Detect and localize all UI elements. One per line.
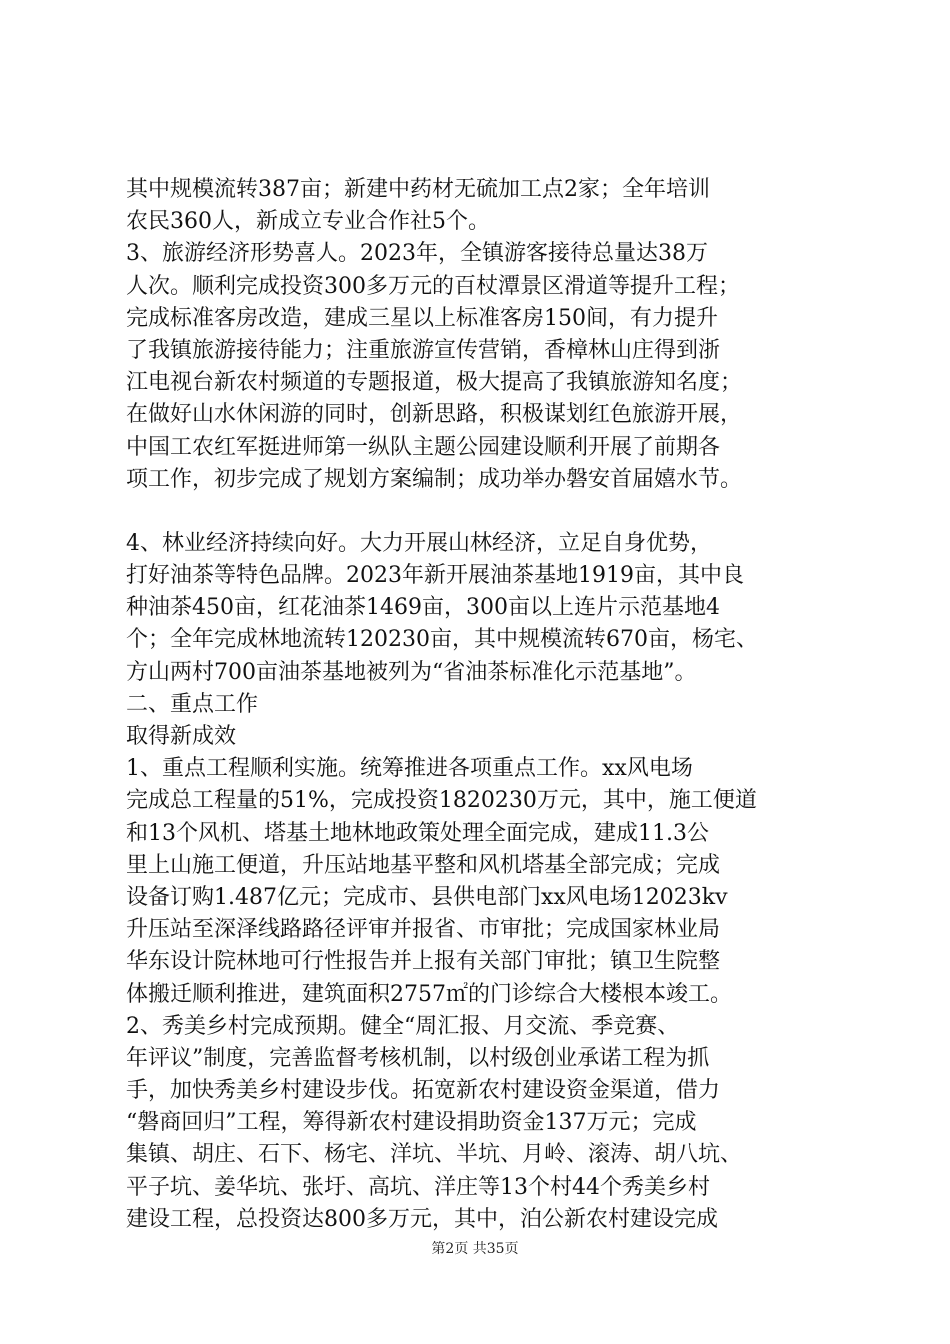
- page-footer: [0, 1240, 950, 1258]
- text-line: 种油茶450亩，红花油茶1469亩，300亩以上连片示范基地4: [126, 595, 720, 621]
- paragraph-gap: [126, 496, 846, 528]
- text-line: 集镇、胡庄、石下、杨宅、洋坑、半坑、月岭、滚涛、胡八坑、: [126, 1142, 743, 1168]
- text-line: 华东设计院林地可行性报告并上报有关部门审批；镇卫生院整: [126, 949, 721, 975]
- text-line: 方山两村700亩油茶基地被列为“省油茶标准化示范基地”。: [126, 659, 697, 685]
- text-line: 农民360人，新成立专业合作社5个。: [126, 209, 490, 235]
- text-line: 设备订购1.487亿元；完成市、县供电部门xx风电场12023kv: [126, 884, 728, 910]
- text-line: 中国工农红军挺进师第一纵队主题公园建设顺利开展了前期各: [126, 434, 721, 460]
- text-line: 平子坑、姜华坑、张圩、高坑、洋庄等13个村44个秀美乡村: [126, 1174, 710, 1200]
- text-line: 和13个风机、塔基土地林地政策处理全面完成，建成11.3公: [126, 820, 709, 846]
- text-line: 2、秀美乡村完成预期。健全“周汇报、月交流、季竞赛、: [126, 1013, 680, 1039]
- text-line: 3、旅游经济形势喜人。2023年，全镇游客接待总量达38万: [126, 241, 708, 267]
- text-line: 建设工程，总投资达800多万元，其中，泊公新农村建设完成: [126, 1206, 718, 1232]
- section-subheading: 取得新成效: [126, 724, 237, 749]
- text-line: 手，加快秀美乡村建设步伐。拓宽新农村建设资金渠道，借力: [126, 1078, 721, 1104]
- text-line: 在做好山水休闲游的同时，创新思路，积极谋划红色旅游开展，: [126, 402, 743, 428]
- text-line: “磐商回归”工程，筹得新农村建设捐助资金137万元；完成: [126, 1110, 697, 1136]
- text-line: 其中规模流转387亩；新建中药材无硫加工点2家；全年培训: [126, 177, 710, 202]
- text-line: 完成标准客房改造，建成三星以上标准客房150间，有力提升: [126, 305, 718, 331]
- section-heading: 二、重点工作: [126, 691, 259, 717]
- text-line: 体搬迁顺利推进，建筑面积2757㎡的门诊综合大楼根本竣工。: [126, 981, 732, 1007]
- text-line: 4、林业经济持续向好。大力开展山林经济，立足自身优势，: [126, 530, 712, 556]
- document-body: [126, 174, 846, 1236]
- text-line: 江电视台新农村频道的专题报道，极大提高了我镇旅游知名度；: [126, 370, 743, 396]
- page-number: 第2页 共35页: [431, 1241, 519, 1257]
- text-line: 完成总工程量的51%，完成投资1820230万元，其中，施工便道: [126, 788, 757, 814]
- text-line: 人次。顺利完成投资300多万元的百杖潭景区滑道等提升工程；: [126, 273, 740, 299]
- text-line: 1、重点工程顺利实施。统筹推进各项重点工作。xx风电场: [126, 756, 693, 782]
- text-line: 打好油茶等特色品牌。2023年新开展油茶基地1919亩，其中良: [126, 563, 744, 589]
- text-line: 项工作，初步完成了规划方案编制；成功举办磐安首届嬉水节。: [126, 466, 743, 492]
- text-line: 年评议”制度，完善监督考核机制，以村级创业承诺工程为抓: [126, 1045, 710, 1071]
- paragraph-group-2: [126, 528, 846, 1236]
- text-line: 了我镇旅游接待能力；注重旅游宣传营销，香樟林山庄得到浙: [126, 337, 721, 363]
- paragraph-group-1: [126, 174, 846, 496]
- text-line: 个；全年完成林地流转120230亩，其中规模流转670亩，杨宅、: [126, 627, 758, 653]
- text-line: 里上山施工便道，升压站地基平整和风机塔基全部完成；完成: [126, 852, 721, 878]
- text-line: 升压站至深泽线路路径评审并报省、市审批；完成国家林业局: [126, 917, 721, 943]
